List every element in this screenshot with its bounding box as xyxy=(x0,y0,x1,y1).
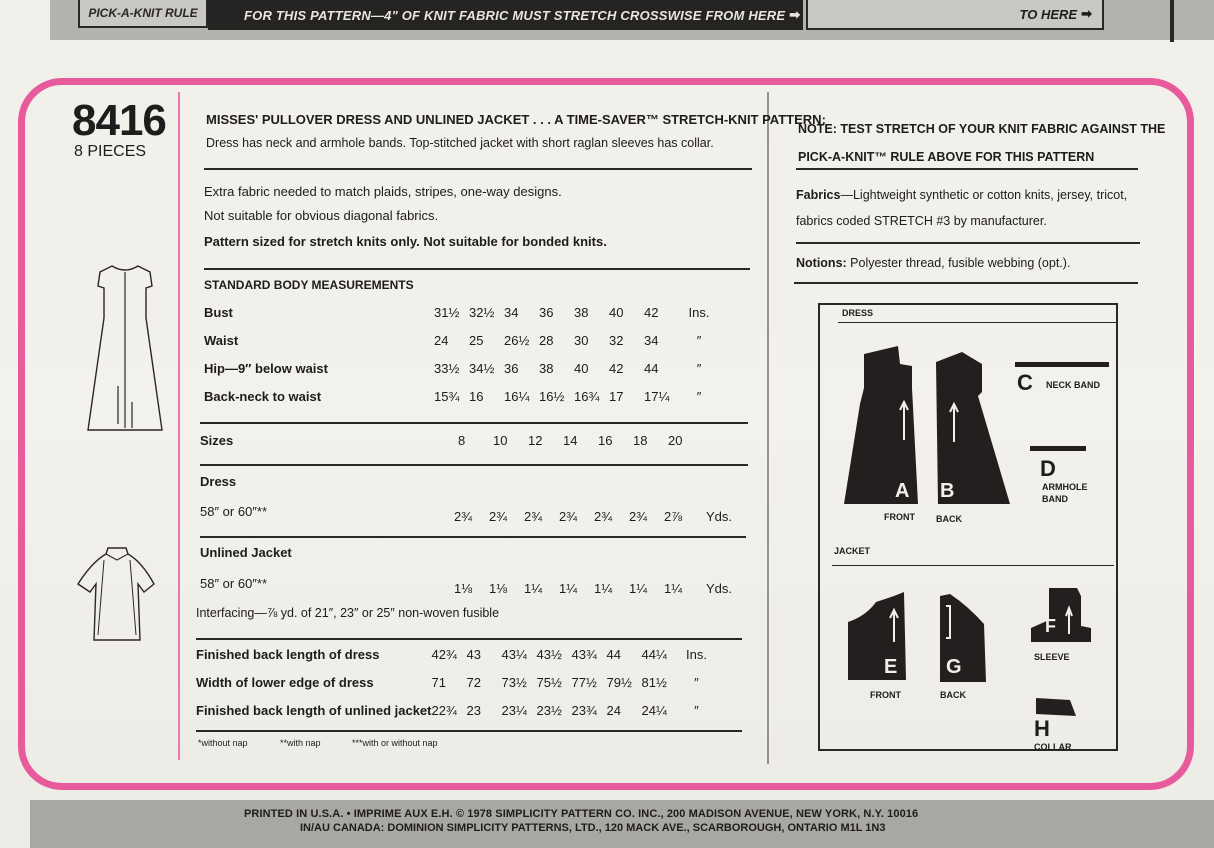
cell: 75½ xyxy=(536,674,562,690)
table-row xyxy=(200,426,703,454)
cell: 2¾ xyxy=(629,509,648,524)
cell: 32 xyxy=(609,332,624,348)
cell: 42 xyxy=(609,360,624,376)
notions-text: Polyester thread, fusible webbing (opt.). xyxy=(846,256,1071,270)
unit: Yds. xyxy=(705,581,732,596)
fabrics-line1 xyxy=(796,188,1127,202)
fabrics-text: —Lightweight synthetic or cotton knits, jersey, tricot, xyxy=(840,188,1128,202)
arrow-right-icon: ➡ xyxy=(789,7,801,22)
size: 8 xyxy=(458,432,466,448)
middle-divider xyxy=(767,92,769,764)
size: 18 xyxy=(633,432,648,448)
divider xyxy=(796,168,1138,170)
ruler-tick xyxy=(1170,0,1174,42)
cell: 24 xyxy=(606,702,621,718)
footnote-without-nap: *without nap xyxy=(198,738,248,748)
cell: 16 xyxy=(469,388,484,404)
cell: 42 xyxy=(644,304,659,320)
piece-label-jacket-front: FRONT xyxy=(870,690,901,700)
collar-piece-icon xyxy=(1036,698,1076,718)
cell: 26½ xyxy=(504,332,530,348)
cell: 1¼ xyxy=(559,581,578,596)
cell: 81½ xyxy=(641,674,667,690)
cell: 1⅛ xyxy=(454,581,473,596)
piece-label-collar: COLLAR xyxy=(1034,742,1072,752)
piece-letter-c: C xyxy=(1017,370,1033,395)
cell: 24 xyxy=(434,332,449,348)
sizes-label: Sizes xyxy=(200,432,234,448)
cell: 34 xyxy=(644,332,659,348)
piece-letter-d: D xyxy=(1040,456,1056,481)
jacket-yardage-table xyxy=(200,568,739,598)
table-row xyxy=(204,326,719,354)
cell: 71 xyxy=(431,674,446,690)
table-row xyxy=(200,496,739,526)
unit: ″ xyxy=(696,388,702,404)
notions-label: Notions: xyxy=(796,256,847,270)
size: 12 xyxy=(528,432,543,448)
cell: 72 xyxy=(466,674,481,690)
footnote-with-or-without-nap: ***with or without nap xyxy=(352,738,438,748)
cell: 36 xyxy=(504,360,519,376)
footer-printed-line: PRINTED IN U.S.A. • IMPRIME AUX E.H. © 1978 SIMPLICITY PATTERN CO. INC., 200 MADISON AVENUE, NEW YORK, N.Y. 10016 xyxy=(244,808,919,820)
fabrics-label: Fabrics xyxy=(796,188,841,202)
to-here-label: TO HERE xyxy=(1019,6,1078,22)
cell: 16¾ xyxy=(574,388,600,404)
dress-yardage-heading: Dress xyxy=(200,474,237,489)
jacket-diagram-heading: JACKET xyxy=(834,546,871,556)
table-row xyxy=(200,568,739,598)
table-row xyxy=(204,354,719,382)
divider xyxy=(200,422,748,424)
piece-label-armhole: ARMHOLE xyxy=(1042,482,1088,492)
divider xyxy=(796,242,1140,244)
cell: 17 xyxy=(609,388,624,404)
sleeve-piece-icon xyxy=(1031,588,1093,644)
cell: 1¼ xyxy=(594,581,613,596)
piece-label-sleeve: SLEEVE xyxy=(1034,652,1070,662)
divider xyxy=(200,464,748,466)
left-divider xyxy=(178,92,180,760)
cell: 2¾ xyxy=(594,509,613,524)
cell: 2¾ xyxy=(559,509,578,524)
cell: 79½ xyxy=(606,674,632,690)
size: 20 xyxy=(668,432,683,448)
cell: 1¼ xyxy=(524,581,543,596)
notions-line xyxy=(796,256,1070,270)
row-label: Finished back length of unlined jacket xyxy=(196,702,432,718)
fabrics-line2: fabrics coded STRETCH #3 by manufacturer. xyxy=(796,214,1047,228)
jacket-sketch-icon xyxy=(72,540,162,650)
unit: ″ xyxy=(696,360,702,376)
piece-letter-e: E xyxy=(884,656,898,678)
dress-diagram-heading: DRESS xyxy=(842,308,874,318)
footnote-with-nap: **with nap xyxy=(280,738,321,748)
piece-letter-a: A xyxy=(895,480,910,502)
cell: 44 xyxy=(644,360,659,376)
piece-label-neck-band: NECK BAND xyxy=(1046,380,1100,390)
pattern-title: MISSES' PULLOVER DRESS AND UNLINED JACKET . . . A TIME-SAVER™ STRETCH-KNIT PATTERN: xyxy=(206,112,826,127)
table-row xyxy=(204,382,719,410)
cell: 23¾ xyxy=(571,702,597,718)
piece-label-back: BACK xyxy=(936,514,962,524)
cell: 23½ xyxy=(536,702,562,718)
cell: 36 xyxy=(539,304,554,320)
cell: 23 xyxy=(466,702,481,718)
cell: 2⅞ xyxy=(664,509,683,524)
cell: 38 xyxy=(574,304,589,320)
cell: 40 xyxy=(609,304,624,320)
cell: 30 xyxy=(574,332,589,348)
piece-label-front: FRONT xyxy=(884,512,915,522)
piece-letter-h: H xyxy=(1034,716,1050,741)
body-measurements-table xyxy=(204,298,719,410)
stretch-end-marker xyxy=(806,0,1104,30)
cell: 43 xyxy=(466,646,481,662)
divider xyxy=(838,322,1116,323)
unit: ″ xyxy=(696,332,702,348)
cell: 43½ xyxy=(536,646,562,662)
dress-yardage-table xyxy=(200,496,739,526)
cell: 24¼ xyxy=(641,702,667,718)
measurements-heading: STANDARD BODY MEASUREMENTS xyxy=(204,278,414,292)
row-label: Back-neck to waist xyxy=(204,388,322,404)
divider xyxy=(200,536,746,538)
fabric-note-1: Extra fabric needed to match plaids, stripes, one-way designs. xyxy=(204,184,562,199)
unit: ″ xyxy=(694,674,699,690)
piece-count: 8 PIECES xyxy=(74,143,147,160)
stretch-instruction-text: FOR THIS PATTERN—4" OF KNIT FABRIC MUST STRETCH CROSSWISE FROM HERE xyxy=(244,7,786,23)
cell: 22¾ xyxy=(431,702,457,718)
cell: 25 xyxy=(469,332,484,348)
stretch-note-line2: PICK-A-KNIT™ RULE ABOVE FOR THIS PATTERN xyxy=(798,150,1095,164)
table-row xyxy=(204,298,719,326)
interfacing-note: Interfacing—⅞ yd. of 21″, 23″ or 25″ non-woven fusible xyxy=(196,606,500,620)
fabric-note-2: Not suitable for obvious diagonal fabrics. xyxy=(204,208,439,223)
dress-front-piece-icon xyxy=(842,344,922,508)
cell: 2¾ xyxy=(524,509,543,524)
pattern-number: 8416 xyxy=(72,96,166,145)
cell: 73½ xyxy=(501,674,527,690)
cell: 16¼ xyxy=(504,388,530,404)
cell: 1¼ xyxy=(664,581,683,596)
divider xyxy=(196,730,742,732)
table-row xyxy=(196,640,716,668)
cell: 2¾ xyxy=(489,509,508,524)
cell: 42¾ xyxy=(431,646,457,662)
cell: 40 xyxy=(574,360,589,376)
fabric-width: 58″ or 60″** xyxy=(200,503,268,519)
unit: Ins. xyxy=(686,646,707,662)
footer-canada-line: IN/AU CANADA: DOMINION SIMPLICITY PATTERNS, LTD., 120 MACK AVE., SCARBOROUGH, ONTARIO M1L 1N3 xyxy=(300,822,886,834)
neck-band-piece-icon xyxy=(1015,362,1109,367)
pick-a-knit-label: PICK-A-KNIT RULE xyxy=(78,0,208,28)
cell: 32½ xyxy=(469,304,495,320)
cell: 28 xyxy=(539,332,554,348)
size: 16 xyxy=(598,432,613,448)
unit: Yds. xyxy=(705,509,732,524)
arrow-right-icon: ➡ xyxy=(1081,6,1092,21)
row-label: Bust xyxy=(204,304,233,320)
cell: 43¼ xyxy=(501,646,527,662)
stretch-instruction xyxy=(208,0,803,30)
row-label: Hip—9″ below waist xyxy=(204,360,328,376)
cell: 1⅛ xyxy=(489,581,508,596)
finished-measurements-table xyxy=(196,640,716,724)
table-row xyxy=(196,696,716,724)
cell: 16½ xyxy=(539,388,565,404)
jacket-front-piece-icon xyxy=(846,592,910,684)
divider xyxy=(204,168,752,170)
cell: 38 xyxy=(539,360,554,376)
jacket-yardage-heading: Unlined Jacket xyxy=(200,545,292,560)
cell: 23¼ xyxy=(501,702,527,718)
divider xyxy=(204,268,750,270)
piece-letter-f: F xyxy=(1045,616,1056,636)
piece-letter-g: G xyxy=(946,656,962,678)
dress-sketch-icon xyxy=(80,258,170,438)
stretch-note-line1: NOTE: TEST STRETCH OF YOUR KNIT FABRIC AGAINST THE xyxy=(798,122,1166,136)
piece-label-jacket-back: BACK xyxy=(940,690,966,700)
cell: 17¼ xyxy=(644,388,670,404)
cell: 31½ xyxy=(434,304,460,320)
row-label: Waist xyxy=(204,332,239,348)
cell: 44 xyxy=(606,646,621,662)
divider xyxy=(832,565,1114,566)
sizes-table xyxy=(200,426,703,454)
unit: Ins. xyxy=(688,304,710,320)
cell: 1¼ xyxy=(629,581,648,596)
cell: 77½ xyxy=(571,674,597,690)
row-label: Finished back length of dress xyxy=(196,646,380,662)
size: 14 xyxy=(563,432,578,448)
cell: 43¾ xyxy=(571,646,597,662)
cell: 33½ xyxy=(434,360,460,376)
size: 10 xyxy=(493,432,508,448)
cell: 2¾ xyxy=(454,509,473,524)
table-row xyxy=(196,668,716,696)
armhole-band-piece-icon xyxy=(1030,446,1086,451)
pattern-description: Dress has neck and armhole bands. Top-stitched jacket with short raglan sleeves has collar. xyxy=(206,136,714,150)
unit: ″ xyxy=(694,702,699,718)
cell: 44¼ xyxy=(641,646,667,662)
fabric-note-3: Pattern sized for stretch knits only. Not suitable for bonded knits. xyxy=(204,234,607,249)
divider xyxy=(794,282,1138,284)
cell: 15¾ xyxy=(434,388,460,404)
piece-label-band: BAND xyxy=(1042,494,1068,504)
fabric-width: 58″ or 60″** xyxy=(200,575,268,591)
cell: 34 xyxy=(504,304,519,320)
row-label: Width of lower edge of dress xyxy=(196,674,374,690)
piece-letter-b: B xyxy=(940,480,955,502)
cell: 34½ xyxy=(469,360,495,376)
